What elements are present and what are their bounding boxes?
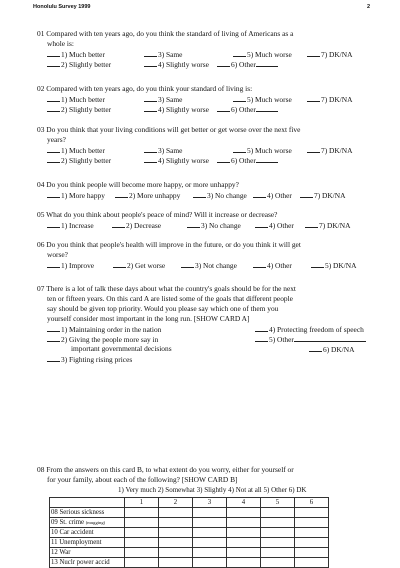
question-08 — [37, 465, 367, 485]
answer-option[interactable]: 1) Much better — [47, 94, 105, 105]
question-number: 07 — [37, 284, 45, 293]
answer-option[interactable]: 2) Decrease — [112, 220, 161, 231]
answer-cell[interactable] — [159, 538, 193, 548]
answer-option[interactable]: 3) No change — [193, 190, 247, 201]
answer-option[interactable]: 2) Slightly better — [47, 155, 111, 166]
answer-cell[interactable] — [227, 528, 261, 538]
answer-cell[interactable] — [125, 558, 159, 568]
table-row — [50, 508, 329, 518]
question-number: 01 — [37, 29, 45, 38]
answer-option[interactable]: 4) Other — [253, 260, 292, 271]
answer-option[interactable]: 5) Much worse — [233, 49, 292, 60]
answer-row — [47, 49, 367, 59]
question-text: From the answers on this card B, to what extent do you worry, either for yourself or — [46, 465, 294, 474]
question-text-cont: ten or fifteen years. On this card A are listed some of the goals that different people — [47, 294, 293, 303]
question-text: Do you think that people's health will improve in the future, or do you think it will get — [46, 240, 301, 249]
answer-cell[interactable] — [295, 518, 329, 528]
table-row — [50, 538, 329, 548]
answer-cell[interactable] — [125, 518, 159, 528]
question-text: Do you think that your living conditions will get better or get worse over the next five — [46, 125, 301, 134]
answer-row — [47, 59, 367, 69]
grid-col-header: 5 — [261, 498, 295, 508]
answer-option[interactable]: 4) Protecting freedom of speech — [255, 324, 364, 335]
answer-option[interactable]: 2) More unhappy — [115, 190, 180, 201]
answer-cell[interactable] — [159, 508, 193, 518]
answer-option[interactable]: 3) No change — [187, 220, 241, 231]
table-row — [50, 528, 329, 538]
grid-col-header: 1 — [125, 498, 159, 508]
question-text-cont: years? — [47, 135, 66, 144]
answer-row — [47, 220, 367, 230]
answer-row — [47, 104, 367, 114]
question-05 — [37, 210, 367, 230]
grid-col-header: 3 — [193, 498, 227, 508]
answer-option[interactable]: 1) Maintaining order in the nation — [47, 324, 161, 335]
answer-cell[interactable] — [261, 528, 295, 538]
table-row — [50, 518, 329, 528]
answer-cell[interactable] — [227, 518, 261, 528]
row-note: (mugging) — [85, 520, 106, 525]
answer-option[interactable]: 5) DK/NA — [311, 260, 356, 271]
table-row — [50, 558, 329, 568]
survey-title: Honolulu Survey 1999 — [33, 4, 91, 10]
row-label: 12 War — [50, 548, 125, 558]
answer-option[interactable]: 7) DK/NA — [305, 220, 350, 231]
answer-cell[interactable] — [261, 538, 295, 548]
grid-col-header: 4 — [227, 498, 261, 508]
answer-option[interactable]: 6) Other — [217, 155, 278, 166]
answer-option[interactable]: 2) Slightly better — [47, 59, 111, 70]
answer-cell[interactable] — [193, 538, 227, 548]
answer-row — [47, 354, 367, 364]
question-number: 02 — [37, 84, 45, 93]
answer-cell[interactable] — [261, 518, 295, 528]
answer-option[interactable]: 5) Other — [255, 334, 366, 345]
question-number: 05 — [37, 210, 45, 219]
answer-option[interactable]: 4) Slightly worse — [144, 59, 209, 70]
question-text-cont: worse? — [47, 250, 68, 259]
grid-corner — [50, 498, 125, 508]
question-01 — [37, 29, 367, 69]
question-text: Do you think people will become more happy, or more unhappy? — [46, 180, 239, 189]
question-number: 03 — [37, 125, 45, 134]
answer-option[interactable]: 1) Much better — [47, 49, 105, 60]
answer-cell[interactable] — [261, 548, 295, 558]
answer-cell[interactable] — [193, 508, 227, 518]
answer-option[interactable]: 4) Other — [255, 220, 294, 231]
question-number: 08 — [37, 465, 45, 474]
answer-option[interactable]: 6) Other — [217, 59, 278, 70]
question-number: 06 — [37, 240, 45, 249]
answer-option[interactable]: 3) Same — [144, 145, 182, 156]
answer-option[interactable]: 4) Slightly worse — [144, 104, 209, 115]
answer-option[interactable]: 4) Other — [253, 190, 292, 201]
answer-cell[interactable] — [261, 558, 295, 568]
answer-option[interactable]: 6) DK/NA — [309, 344, 354, 355]
row-label: 09 St. crime (mugging) — [50, 518, 125, 528]
answer-option[interactable]: 4) Slightly worse — [144, 155, 209, 166]
answer-option[interactable]: 3) Fighting rising prices — [47, 354, 132, 365]
answer-option[interactable]: 1) More happy — [47, 190, 105, 201]
question-text-cont: whole is: — [47, 39, 74, 48]
answer-cell[interactable] — [295, 528, 329, 538]
question-text: Compared with ten years ago, do you think your standard of living is: — [46, 84, 253, 93]
answer-option[interactable]: 5) Much worse — [233, 94, 292, 105]
question-text-cont: say should be given top priority. Would you please say which one of them you — [47, 304, 279, 313]
row-label: 10 Car accident — [50, 528, 125, 538]
answer-row — [47, 190, 367, 200]
question-number: 04 — [37, 180, 45, 189]
answer-option[interactable]: 3) Same — [144, 94, 182, 105]
answer-cell[interactable] — [125, 538, 159, 548]
answer-cell[interactable] — [125, 508, 159, 518]
answer-cell[interactable] — [227, 548, 261, 558]
response-scale: 1) Very much 2) Somewhat 3) Slightly 4) Not at all 5) Other 6) DK — [118, 486, 307, 494]
answer-option[interactable]: 2) Get worse — [113, 260, 165, 271]
answer-cell[interactable] — [227, 538, 261, 548]
answer-row — [47, 145, 367, 155]
row-label: 13 Nuclr power accid — [50, 558, 125, 568]
answer-option[interactable]: 5) Much worse — [233, 145, 292, 156]
answer-row — [47, 260, 367, 270]
question-text: There is a lot of talk these days about what the country's goals should be for the next — [46, 284, 296, 293]
answer-cell[interactable] — [295, 558, 329, 568]
answer-row — [47, 334, 367, 344]
answer-cell[interactable] — [159, 528, 193, 538]
question-text: What do you think about people's peace of mind? Will it increase or decrease? — [46, 210, 278, 219]
answer-option[interactable]: 2) Slightly better — [47, 104, 111, 115]
answer-cell[interactable] — [159, 558, 193, 568]
question-07 — [37, 284, 367, 364]
answer-row — [47, 324, 367, 334]
answer-cell[interactable] — [125, 548, 159, 558]
answer-cell[interactable] — [193, 548, 227, 558]
answer-cell[interactable] — [227, 508, 261, 518]
answer-cell[interactable] — [193, 558, 227, 568]
question-03 — [37, 125, 367, 165]
answer-cell[interactable] — [227, 558, 261, 568]
question-04 — [37, 180, 367, 200]
answer-option[interactable]: 7) DK/NA — [307, 94, 352, 105]
answer-option[interactable]: 1) Increase — [47, 220, 94, 231]
question-02 — [37, 84, 367, 114]
table-row — [50, 548, 329, 558]
answer-row — [47, 344, 367, 354]
answer-cell[interactable] — [295, 508, 329, 518]
answer-row — [47, 155, 367, 165]
answer-cell[interactable] — [193, 528, 227, 538]
answer-row — [47, 94, 367, 104]
answer-cell[interactable] — [159, 518, 193, 528]
answer-option[interactable]: 7) DK/NA — [300, 190, 345, 201]
answer-option-cont: important governmental decisions — [71, 344, 172, 353]
answer-option[interactable]: 6) Other — [217, 104, 278, 115]
question-text-cont: yourself consider most important in the long run. [SHOW CARD A] — [47, 314, 250, 323]
answer-option[interactable]: 7) DK/NA — [307, 49, 352, 60]
page-number: 2 — [367, 4, 371, 10]
answer-cell[interactable] — [295, 538, 329, 548]
grid-header-row — [50, 498, 329, 508]
answer-option[interactable]: 3) Not change — [181, 260, 237, 271]
answer-option[interactable]: 1) Improve — [47, 260, 94, 271]
answer-option[interactable]: 1) Much better — [47, 145, 105, 156]
answer-cell[interactable] — [295, 548, 329, 558]
answer-option[interactable]: 2) Giving the people more say in — [47, 334, 158, 345]
grid-col-header: 2 — [159, 498, 193, 508]
worry-grid — [49, 497, 329, 568]
question-06 — [37, 240, 367, 270]
row-label: 11 Unemployment — [50, 538, 125, 548]
grid-col-header: 6 — [295, 498, 329, 508]
answer-cell[interactable] — [261, 508, 295, 518]
answer-cell[interactable] — [159, 548, 193, 558]
answer-cell[interactable] — [125, 528, 159, 538]
question-text-cont: for your family, about each of the following? [SHOW CARD B] — [47, 475, 238, 484]
answer-cell[interactable] — [193, 518, 227, 528]
question-text: Compared with ten years ago, do you think the standard of living of Americans as a — [46, 29, 294, 38]
answer-option[interactable]: 7) DK/NA — [307, 145, 352, 156]
answer-option[interactable]: 3) Same — [144, 49, 182, 60]
row-label: 08 Serious sickness — [50, 508, 125, 518]
